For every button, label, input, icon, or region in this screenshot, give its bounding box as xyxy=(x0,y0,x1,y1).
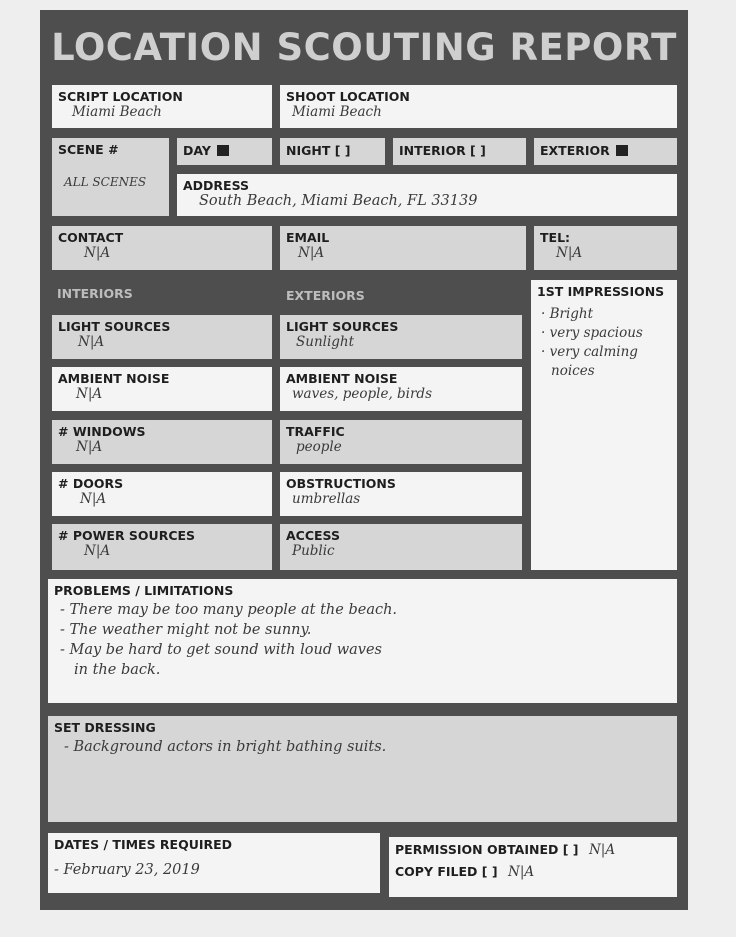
day-label: DAY xyxy=(183,143,211,158)
ext-light-sources-value: Sunlight xyxy=(296,334,355,350)
problem-line: - There may be too many people at the beach. xyxy=(60,602,398,618)
set-dressing-value: - Background actors in bright bathing suits. xyxy=(64,739,387,755)
email-field xyxy=(280,226,526,270)
contact-label: CONTACT xyxy=(58,230,124,245)
exterior-label: EXTERIOR xyxy=(540,143,610,158)
int-doors-value: N|A xyxy=(80,491,107,507)
ext-access-value: Public xyxy=(292,543,335,559)
ext-light-sources-field xyxy=(280,315,522,359)
ext-traffic-field xyxy=(280,420,522,464)
address-label: ADDRESS xyxy=(183,178,250,193)
int-ambient-noise-field xyxy=(52,367,272,411)
permission-label: PERMISSION OBTAINED [ ] xyxy=(395,842,579,857)
tel-field xyxy=(534,226,677,270)
scene-label: SCENE # xyxy=(58,142,119,157)
first-impressions-field xyxy=(531,280,677,570)
int-windows-field xyxy=(52,420,272,464)
email-value: N|A xyxy=(298,245,325,261)
tel-value: N|A xyxy=(556,245,583,261)
dates-label: DATES / TIMES REQUIRED xyxy=(54,837,233,852)
permission-value: N|A xyxy=(588,842,616,858)
ext-traffic-label: TRAFFIC xyxy=(286,424,345,439)
problems-label: PROBLEMS / LIMITATIONS xyxy=(54,583,234,598)
copy-filed-label: COPY FILED [ ] xyxy=(395,864,498,879)
ext-ambient-noise-value: waves, people, birds xyxy=(292,386,433,402)
first-impressions-label: 1ST IMPRESSIONS xyxy=(537,284,665,299)
ext-obstructions-value: umbrellas xyxy=(292,491,361,507)
ext-ambient-noise-label: AMBIENT NOISE xyxy=(286,371,398,386)
int-doors-label: # DOORS xyxy=(58,476,124,491)
permission-field xyxy=(389,837,677,897)
problem-line: - May be hard to get sound with loud waves xyxy=(60,642,382,658)
int-ambient-noise-value: N|A xyxy=(76,386,103,402)
problems-field xyxy=(48,579,677,703)
int-windows-value: N|A xyxy=(76,439,103,455)
scene-value: ALL SCENES xyxy=(64,175,147,189)
address-field xyxy=(177,174,677,216)
int-windows-label: # WINDOWS xyxy=(58,424,146,439)
set-dressing-field xyxy=(48,716,677,822)
ext-obstructions-field xyxy=(280,472,522,516)
ext-ambient-noise-field xyxy=(280,367,522,411)
problem-line: in the back. xyxy=(74,662,161,678)
exteriors-heading: EXTERIORS xyxy=(286,288,365,303)
impression-item: · very spacious xyxy=(541,325,643,341)
problem-line: - The weather might not be sunny. xyxy=(60,622,312,638)
address-value: South Beach, Miami Beach, FL 33139 xyxy=(199,193,478,209)
shoot-location-field xyxy=(280,85,677,128)
int-ambient-noise-label: AMBIENT NOISE xyxy=(58,371,170,386)
script-location-label: SCRIPT LOCATION xyxy=(58,89,183,104)
contact-value: N|A xyxy=(84,245,111,261)
scene-field xyxy=(52,138,169,216)
shoot-location-label: SHOOT LOCATION xyxy=(286,89,410,104)
int-doors-field xyxy=(52,472,272,516)
impression-item: · very calming xyxy=(541,344,638,360)
impression-item: · Bright xyxy=(541,306,594,322)
dates-value: - February 23, 2019 xyxy=(54,862,200,878)
int-power-sources-field xyxy=(52,524,272,570)
script-location-value: Miami Beach xyxy=(72,104,162,120)
report-form xyxy=(40,10,688,910)
contact-field xyxy=(52,226,272,270)
email-label: EMAIL xyxy=(286,230,330,245)
ext-obstructions-label: OBSTRUCTIONS xyxy=(286,476,396,491)
tel-label: TEL: xyxy=(540,230,571,245)
ext-light-sources-label: LIGHT SOURCES xyxy=(286,319,399,334)
exterior-checkbox xyxy=(616,145,628,156)
ext-access-field xyxy=(280,524,522,570)
set-dressing-label: SET DRESSING xyxy=(54,720,156,735)
ext-access-label: ACCESS xyxy=(286,528,341,543)
shoot-location-value: Miami Beach xyxy=(292,104,382,120)
int-power-sources-label: # POWER SOURCES xyxy=(58,528,196,543)
int-light-sources-label: LIGHT SOURCES xyxy=(58,319,171,334)
script-location-field xyxy=(52,85,272,128)
copy-filed-value: N|A xyxy=(508,864,535,880)
interior-label: INTERIOR [ ] xyxy=(399,143,486,158)
day-checkbox xyxy=(217,145,229,156)
ext-traffic-value: people xyxy=(296,439,342,455)
int-light-sources-field xyxy=(52,315,272,359)
dates-field xyxy=(48,833,380,893)
day-field xyxy=(177,138,272,165)
interior-field xyxy=(393,138,526,165)
int-power-sources-value: N|A xyxy=(84,543,111,559)
int-light-sources-value: N|A xyxy=(78,334,105,350)
interiors-heading: INTERIORS xyxy=(57,286,133,301)
impression-item: noices xyxy=(551,363,595,379)
night-label: NIGHT [ ] xyxy=(286,143,351,158)
exterior-field xyxy=(534,138,677,165)
report-title: LOCATION SCOUTING REPORT xyxy=(51,26,677,69)
night-field xyxy=(280,138,385,165)
